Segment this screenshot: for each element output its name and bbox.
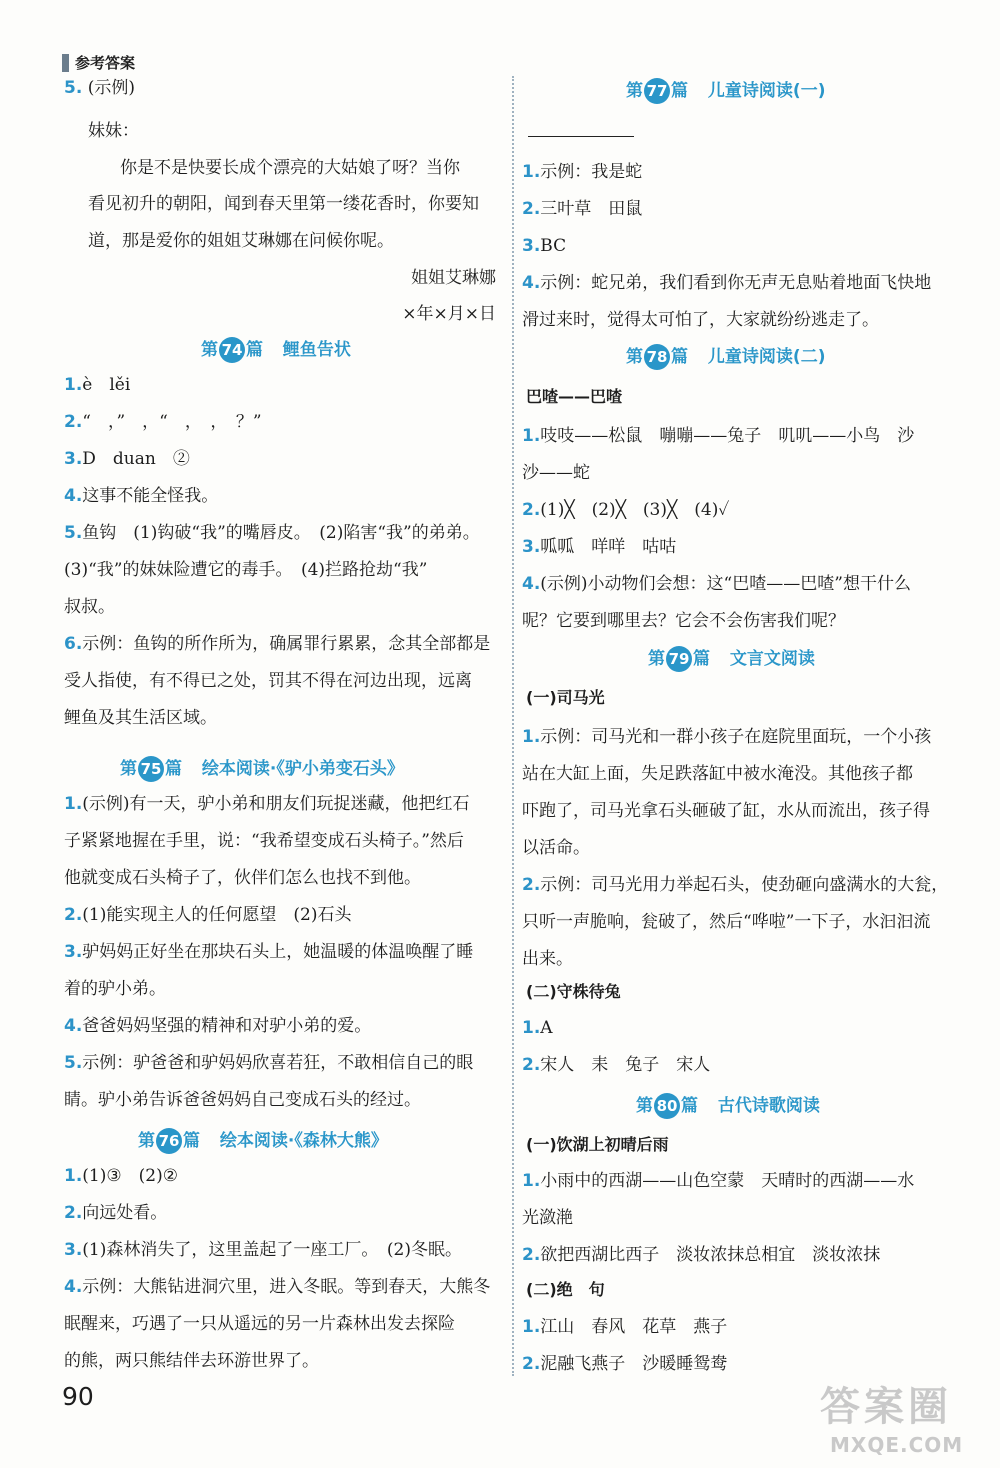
question-number: 4. bbox=[64, 486, 83, 506]
answer-line bbox=[64, 979, 166, 999]
horizontal-rule bbox=[528, 136, 634, 137]
answer-line bbox=[522, 949, 573, 969]
watermark-logo: 答案圈 bbox=[820, 1384, 952, 1430]
page-number: 90 bbox=[62, 1382, 94, 1411]
section-title: 儿童诗阅读(二) bbox=[707, 347, 826, 367]
question-number: 2. bbox=[522, 875, 541, 895]
answer-line bbox=[64, 523, 480, 543]
section-suffix: 篇 bbox=[671, 81, 688, 101]
answer-line bbox=[64, 1277, 490, 1297]
question-number: 5. bbox=[64, 523, 83, 543]
letter-salutation: 妹妹： bbox=[88, 121, 139, 141]
answer-text: 示例：我是蛇 bbox=[540, 162, 643, 182]
subsection-title: (二)守株待兔 bbox=[526, 982, 621, 1001]
answer-text: 吓跑了，司马光拿石头砸破了缸，水从而流出，孩子得 bbox=[522, 801, 930, 821]
column-divider bbox=[512, 76, 514, 1376]
answer-line bbox=[64, 486, 218, 506]
section-number-badge: 76 bbox=[156, 1128, 182, 1154]
answer-text: (1)③ (2)② bbox=[82, 1166, 178, 1186]
answer-line bbox=[64, 794, 470, 814]
subsection-title: 巴喳——巴喳 bbox=[526, 387, 623, 406]
answer-text: 泥融飞燕子 沙暖睡鸳鸯 bbox=[540, 1354, 728, 1374]
section-number-badge: 78 bbox=[644, 344, 670, 370]
section-prefix: 第 bbox=[138, 1131, 155, 1151]
answer-line bbox=[522, 500, 729, 520]
answer-text: 睛。驴小弟告诉爸爸妈妈自己变成石头的经过。 bbox=[64, 1090, 421, 1110]
answer-line bbox=[522, 310, 879, 330]
answer-text: 只听一声脆响，瓮破了，然后“哗啦”一下子，水汩汩流 bbox=[522, 912, 931, 932]
letter-body-line: 你是不是快要长成个漂亮的大姑娘了呀？当你 bbox=[120, 158, 460, 178]
question-number: 2. bbox=[522, 1245, 541, 1265]
answer-line bbox=[64, 412, 262, 432]
answer-text: 鱼钩 (1)钩破“我”的嘴唇皮。 (2)陷害“我”的弟弟。 bbox=[82, 523, 480, 543]
answer-line bbox=[64, 942, 473, 962]
watermark bbox=[820, 1375, 964, 1457]
subsection-title: (一)饮湖上初晴后雨 bbox=[526, 1135, 669, 1154]
question-number: 2. bbox=[64, 412, 83, 432]
question-number: 1. bbox=[64, 794, 83, 814]
section-prefix: 第 bbox=[120, 759, 137, 779]
question-number: 3. bbox=[64, 1240, 83, 1260]
question-number: 2. bbox=[522, 500, 541, 520]
answer-text: (3)“我”的妹妹险遭它的毒手。 (4)拦路抢劫“我” bbox=[64, 560, 428, 580]
section-prefix: 第 bbox=[201, 340, 218, 360]
letter-signature: 姐姐艾琳娜 bbox=[411, 268, 496, 288]
section-80-heading bbox=[636, 1093, 820, 1119]
section-suffix: 篇 bbox=[183, 1131, 200, 1151]
answer-line bbox=[64, 708, 217, 728]
section-suffix: 篇 bbox=[671, 347, 688, 367]
answer-line bbox=[64, 1090, 421, 1110]
answer-text: 三叶草 田鼠 bbox=[540, 199, 643, 219]
question-number: 2. bbox=[64, 905, 83, 925]
question-number: 5. bbox=[64, 78, 83, 98]
section-74-heading bbox=[201, 337, 351, 363]
answer-text: 受人指使，有不得已之处，罚其不得在河边出现，远离 bbox=[64, 671, 472, 691]
answer-text: 这事不能全怪我。 bbox=[82, 486, 219, 506]
answer-text: 欲把西湖比西子 淡妆浓抹总相宜 淡妆浓抹 bbox=[540, 1245, 881, 1265]
section-suffix: 篇 bbox=[693, 649, 710, 669]
answer-text: 光潋滟 bbox=[522, 1208, 573, 1228]
question-number: 2. bbox=[64, 1203, 83, 1223]
section-77-heading bbox=[626, 78, 825, 104]
question-number: 1. bbox=[64, 375, 83, 395]
answer-line bbox=[522, 1354, 727, 1374]
section-76-heading bbox=[138, 1128, 388, 1154]
answer-text: 吱吱——松鼠 嘣嘣——兔子 叽叽——小鸟 沙 bbox=[540, 426, 915, 446]
header-bar bbox=[62, 54, 69, 72]
answer-text: 他就变成石头椅子了，伙伴们怎么也找不到他。 bbox=[64, 868, 421, 888]
header-label: 参考答案 bbox=[75, 54, 136, 72]
answer-line bbox=[64, 671, 472, 691]
question-number: 4. bbox=[64, 1277, 83, 1297]
answer-line bbox=[64, 449, 190, 469]
answer-text: (示例)小动物们会想：这“巴喳——巴喳”想干什么 bbox=[540, 574, 911, 594]
section-number-badge: 75 bbox=[138, 756, 164, 782]
answer-text: 叔叔。 bbox=[64, 597, 115, 617]
section-79-heading bbox=[648, 646, 815, 672]
section-title: 古代诗歌阅读 bbox=[717, 1096, 820, 1116]
answer-text: 示例：司马光用力举起石头，使劲砸向盛满水的大瓮， bbox=[540, 875, 949, 895]
answer-line bbox=[522, 912, 930, 932]
question-number: 4. bbox=[522, 273, 541, 293]
answer-text: BC bbox=[540, 236, 567, 256]
answer-text: 子紧紧地握在手里，说：“我希望变成石头椅子。”然后 bbox=[64, 831, 464, 851]
answer-text: A bbox=[540, 1018, 553, 1038]
page-header bbox=[62, 52, 135, 73]
answer-line bbox=[522, 1208, 573, 1228]
answer-text: 滑过来时，觉得太可怕了，大家就纷纷逃走了。 bbox=[522, 310, 879, 330]
answer-line bbox=[64, 597, 115, 617]
question-number: 3. bbox=[64, 942, 83, 962]
question-number: 2. bbox=[522, 199, 541, 219]
answer-line bbox=[64, 831, 464, 851]
question-number: 1. bbox=[522, 727, 541, 747]
answer-line bbox=[522, 611, 845, 631]
question-number: 3. bbox=[522, 537, 541, 557]
answer-text: 站在大缸上面，失足跌落缸中被水淹没。其他孩子都 bbox=[522, 764, 913, 784]
answer-text: 以活命。 bbox=[522, 838, 590, 858]
section-suffix: 篇 bbox=[681, 1096, 698, 1116]
section-prefix: 第 bbox=[648, 649, 665, 669]
answer-text: 江山 春风 花草 燕子 bbox=[540, 1317, 728, 1337]
answer-line bbox=[64, 1016, 371, 1036]
section-prefix: 第 bbox=[626, 81, 643, 101]
question-number: 1. bbox=[522, 162, 541, 182]
answer-text: 眠醒来，巧遇了一只从遥远的另一片森林出发去探险 bbox=[64, 1314, 455, 1334]
answer-text: 着的驴小弟。 bbox=[64, 979, 166, 999]
question-number: 6. bbox=[64, 634, 83, 654]
section-prefix: 第 bbox=[626, 347, 643, 367]
letter-date: ×年×月×日 bbox=[402, 304, 496, 324]
answer-line bbox=[522, 162, 642, 182]
answer-text: (示例)有一天，驴小弟和朋友们玩捉迷藏，他把红石 bbox=[82, 794, 470, 814]
answer-text: 示例：鱼钩的所作所为，确属罪行累累，念其全部都是 bbox=[82, 634, 491, 654]
answer-line bbox=[522, 574, 911, 594]
question-number: 3. bbox=[522, 236, 541, 256]
section-number-badge: 77 bbox=[644, 78, 670, 104]
answer-text: 驴妈妈正好坐在那块石头上，她温暖的体温唤醒了睡 bbox=[82, 942, 474, 962]
section-title: 绘本阅读·《驴小弟变石头》 bbox=[201, 759, 404, 779]
answer-text: è lěi bbox=[82, 375, 131, 395]
subsection-title: (二)绝 句 bbox=[526, 1280, 605, 1299]
answer-line bbox=[64, 1203, 167, 1223]
answer-line bbox=[64, 78, 135, 98]
answer-line bbox=[64, 1166, 178, 1186]
answer-line bbox=[522, 463, 590, 483]
question-number: 2. bbox=[522, 1354, 541, 1374]
answer-text: (示例) bbox=[87, 78, 135, 98]
question-number: 2. bbox=[522, 1055, 541, 1075]
answer-line bbox=[64, 1240, 462, 1260]
section-title: 文言文阅读 bbox=[729, 649, 815, 669]
answer-line bbox=[64, 868, 421, 888]
section-title: 鲤鱼告状 bbox=[282, 340, 351, 360]
answer-line bbox=[522, 1245, 880, 1265]
question-number: 1. bbox=[522, 1317, 541, 1337]
question-number: 4. bbox=[522, 574, 541, 594]
answer-line bbox=[522, 801, 930, 821]
question-number: 3. bbox=[64, 449, 83, 469]
section-title: 绘本阅读·《森林大熊》 bbox=[219, 1131, 388, 1151]
letter-body-line: 看见初升的朝阳，闻到春天里第一缕花香时，你要知 bbox=[88, 194, 479, 214]
answer-line bbox=[522, 875, 948, 895]
answer-text: 宋人 耒 兔子 宋人 bbox=[540, 1055, 711, 1075]
answer-line bbox=[522, 764, 913, 784]
answer-line bbox=[522, 199, 642, 219]
answer-text: 爸爸妈妈坚强的精神和对驴小弟的爱。 bbox=[82, 1016, 372, 1036]
section-title: 儿童诗阅读(一) bbox=[707, 81, 826, 101]
answer-line bbox=[522, 727, 931, 747]
answer-line bbox=[64, 634, 490, 654]
answer-text: 向远处看。 bbox=[82, 1203, 168, 1223]
subsection-title: (一)司马光 bbox=[526, 688, 605, 707]
answer-line bbox=[522, 273, 931, 293]
section-75-heading bbox=[120, 756, 404, 782]
watermark-url: MXQE.COM bbox=[830, 1433, 964, 1457]
answer-text: 鲤鱼及其生活区域。 bbox=[64, 708, 217, 728]
question-number: 1. bbox=[522, 1018, 541, 1038]
section-number-badge: 74 bbox=[219, 337, 245, 363]
answer-line bbox=[522, 537, 676, 557]
answer-text: 示例：司马光和一群小孩子在庭院里面玩，一个小孩 bbox=[540, 727, 932, 747]
answer-text: (1)森林消失了，这里盖起了一座工厂。 (2)冬眠。 bbox=[82, 1240, 462, 1260]
answer-line bbox=[522, 1018, 553, 1038]
question-number: 1. bbox=[522, 1171, 541, 1191]
question-number: 1. bbox=[522, 426, 541, 446]
answer-line bbox=[522, 1317, 727, 1337]
answer-line bbox=[64, 905, 351, 925]
letter-body-line: 道，那是爱你的姐姐艾琳娜在问候你呢。 bbox=[88, 231, 394, 251]
answer-text: D duan ② bbox=[82, 449, 190, 469]
answer-line bbox=[522, 838, 590, 858]
answer-line bbox=[64, 375, 130, 395]
answer-line bbox=[64, 1053, 473, 1073]
answer-text: 小雨中的西湖——山色空蒙 天晴时的西湖——水 bbox=[540, 1171, 915, 1191]
section-78-heading bbox=[626, 344, 825, 370]
answer-text: 沙——蛇 bbox=[522, 463, 590, 483]
section-number-badge: 80 bbox=[654, 1093, 680, 1119]
answer-text: 示例：驴爸爸和驴妈妈欣喜若狂，不敢相信自己的眼 bbox=[82, 1053, 474, 1073]
answer-text: 出来。 bbox=[522, 949, 573, 969]
question-number: 4. bbox=[64, 1016, 83, 1036]
answer-text: “ ，” ，“ ， ， ？” bbox=[82, 412, 262, 432]
answer-line bbox=[522, 236, 566, 256]
section-prefix: 第 bbox=[636, 1096, 653, 1116]
answer-line bbox=[522, 1171, 914, 1191]
section-suffix: 篇 bbox=[165, 759, 182, 779]
section-suffix: 篇 bbox=[246, 340, 263, 360]
answer-line bbox=[522, 426, 914, 446]
answer-line bbox=[64, 560, 427, 580]
answer-line bbox=[522, 1055, 710, 1075]
answer-line bbox=[64, 1351, 319, 1371]
question-number: 5. bbox=[64, 1053, 83, 1073]
answer-text: (1)╳ (2)╳ (3)╳ (4)✓ bbox=[540, 500, 730, 520]
answer-text: 呱呱 咩咩 咕咕 bbox=[540, 537, 677, 557]
question-number: 1. bbox=[64, 1166, 83, 1186]
answer-text: 示例：大熊钻进洞穴里，进入冬眠。等到春天，大熊冬 bbox=[82, 1277, 491, 1297]
answer-text: 呢？它要到哪里去？它会不会伤害我们呢？ bbox=[522, 611, 845, 631]
answer-text: 示例：蛇兄弟，我们看到你无声无息贴着地面飞快地 bbox=[540, 273, 932, 293]
answer-text: 的熊，两只熊结伴去环游世界了。 bbox=[64, 1351, 319, 1371]
section-number-badge: 79 bbox=[666, 646, 692, 672]
answer-text: (1)能实现主人的任何愿望 (2)石头 bbox=[82, 905, 352, 925]
answer-line bbox=[64, 1314, 455, 1334]
